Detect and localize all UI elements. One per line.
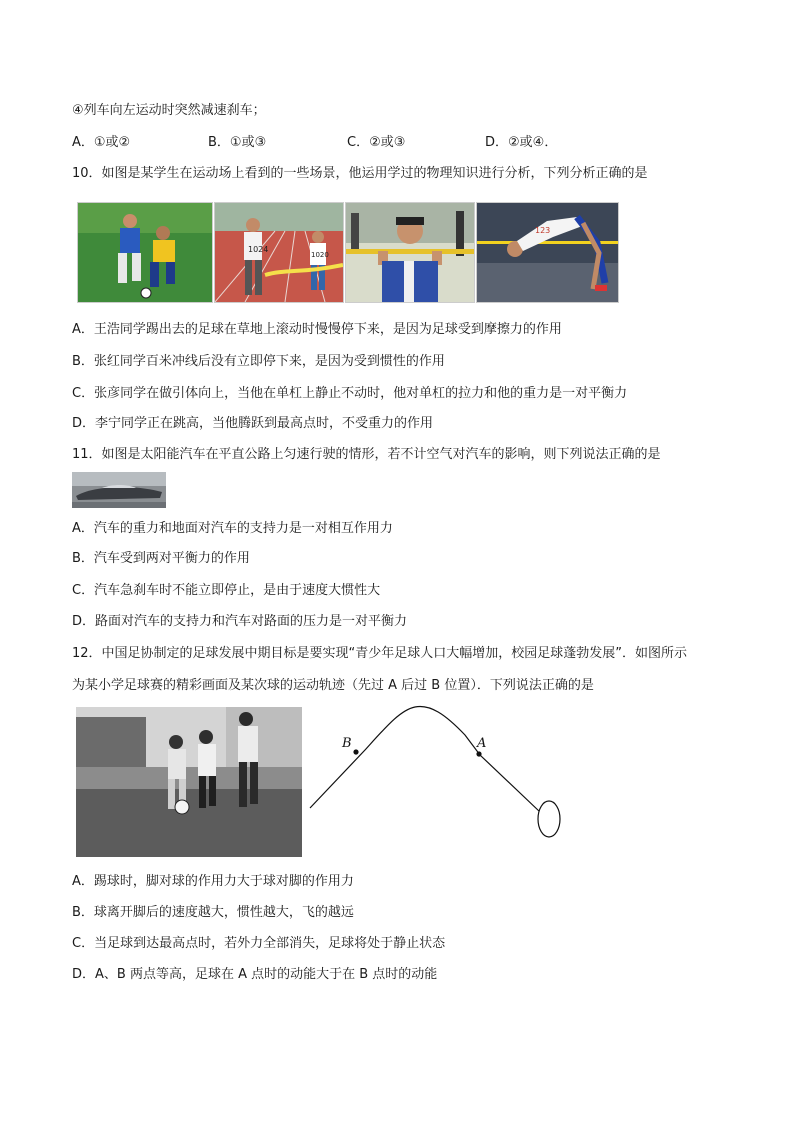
trajectory-curve [310, 706, 540, 812]
q10-photo-sprint [214, 202, 344, 303]
q9-option-c: C．②或③ [347, 135, 406, 150]
q11-option-d: D．路面对汽车的支持力和汽车对路面的压力是一对平衡力 [72, 614, 408, 629]
q9-item-4: ④列车向左运动时突然减速刹车； [72, 103, 266, 118]
point-a-marker [476, 751, 481, 756]
q11-stem: 11．如图是太阳能汽车在平直公路上匀速行驶的情形，若不计空气对汽车的影响，则下列说法正确的是 [72, 447, 661, 462]
q12-photo-school-football [76, 707, 302, 857]
q11-option-c: C．汽车急刹车时不能立即停止，是由于速度大惯性大 [72, 583, 381, 598]
q11-photo-solar-car [72, 472, 166, 508]
q12-option-c: C．当足球到达最高点时，若外力全部消失，足球将处于静止状态 [72, 936, 446, 951]
q10-option-d: D．李宁同学正在跳高，当他腾跃到最高点时，不受重力的作用 [72, 416, 434, 431]
q9-option-d: D．②或④． [485, 135, 558, 150]
q12-option-a: A．踢球时，脚对球的作用力大于球对脚的作用力 [72, 874, 354, 889]
q10-bib-2: 1020 [311, 251, 329, 259]
q10-bib-3: 123 [535, 226, 551, 235]
q9-option-b: B．①或③ [208, 135, 267, 150]
q10-photo-highjump [476, 202, 619, 303]
q10-option-a: A．王浩同学踢出去的足球在草地上滚动时慢慢停下来，是因为足球受到摩擦力的作用 [72, 322, 562, 337]
q10-photo-soccer [77, 202, 213, 303]
point-b-label: B [342, 736, 352, 751]
q10-stem: 10．如图是某学生在运动场上看到的一些场景，他运用学过的物理知识进行分析，下列分析正确的是 [72, 166, 648, 181]
q10-option-b: B．张红同学百米冲线后没有立即停下来，是因为受到惯性的作用 [72, 354, 445, 369]
q9-options [72, 133, 722, 153]
q10-photo-pullup [345, 202, 475, 303]
football-ellipse [538, 801, 560, 837]
q12-stem-line-1: 12．中国足协制定的足球发展中期目标是要实现“青少年足球人口大幅增加，校园足球蓬勃发展”．如图所示 [72, 646, 688, 661]
q10-bib-1: 1024 [248, 245, 269, 254]
q12-option-b: B．球离开脚后的速度越大，惯性越大，飞的越远 [72, 905, 354, 920]
q10-option-c: C．张彦同学在做引体向上，当他在单杠上静止不动时，他对单杠的拉力和他的重力是一对平衡力 [72, 386, 628, 401]
q9-option-a: A．①或② [72, 135, 131, 150]
q12-option-d: D．A、B 两点等高，足球在 A 点时的动能大于在 B 点时的动能 [72, 967, 438, 982]
q12-trajectory-diagram [305, 700, 567, 845]
q12-stem-line-2: 为某小学足球赛的精彩画面及某次球的运动轨迹（先过 A 后过 B 位置）．下列说法正确的是 [72, 678, 594, 693]
point-a-label: A [477, 736, 487, 751]
q11-option-b: B．汽车受到两对平衡力的作用 [72, 551, 250, 566]
q11-option-a: A．汽车的重力和地面对汽车的支持力是一对相互作用力 [72, 521, 393, 536]
point-b-marker [353, 749, 358, 754]
